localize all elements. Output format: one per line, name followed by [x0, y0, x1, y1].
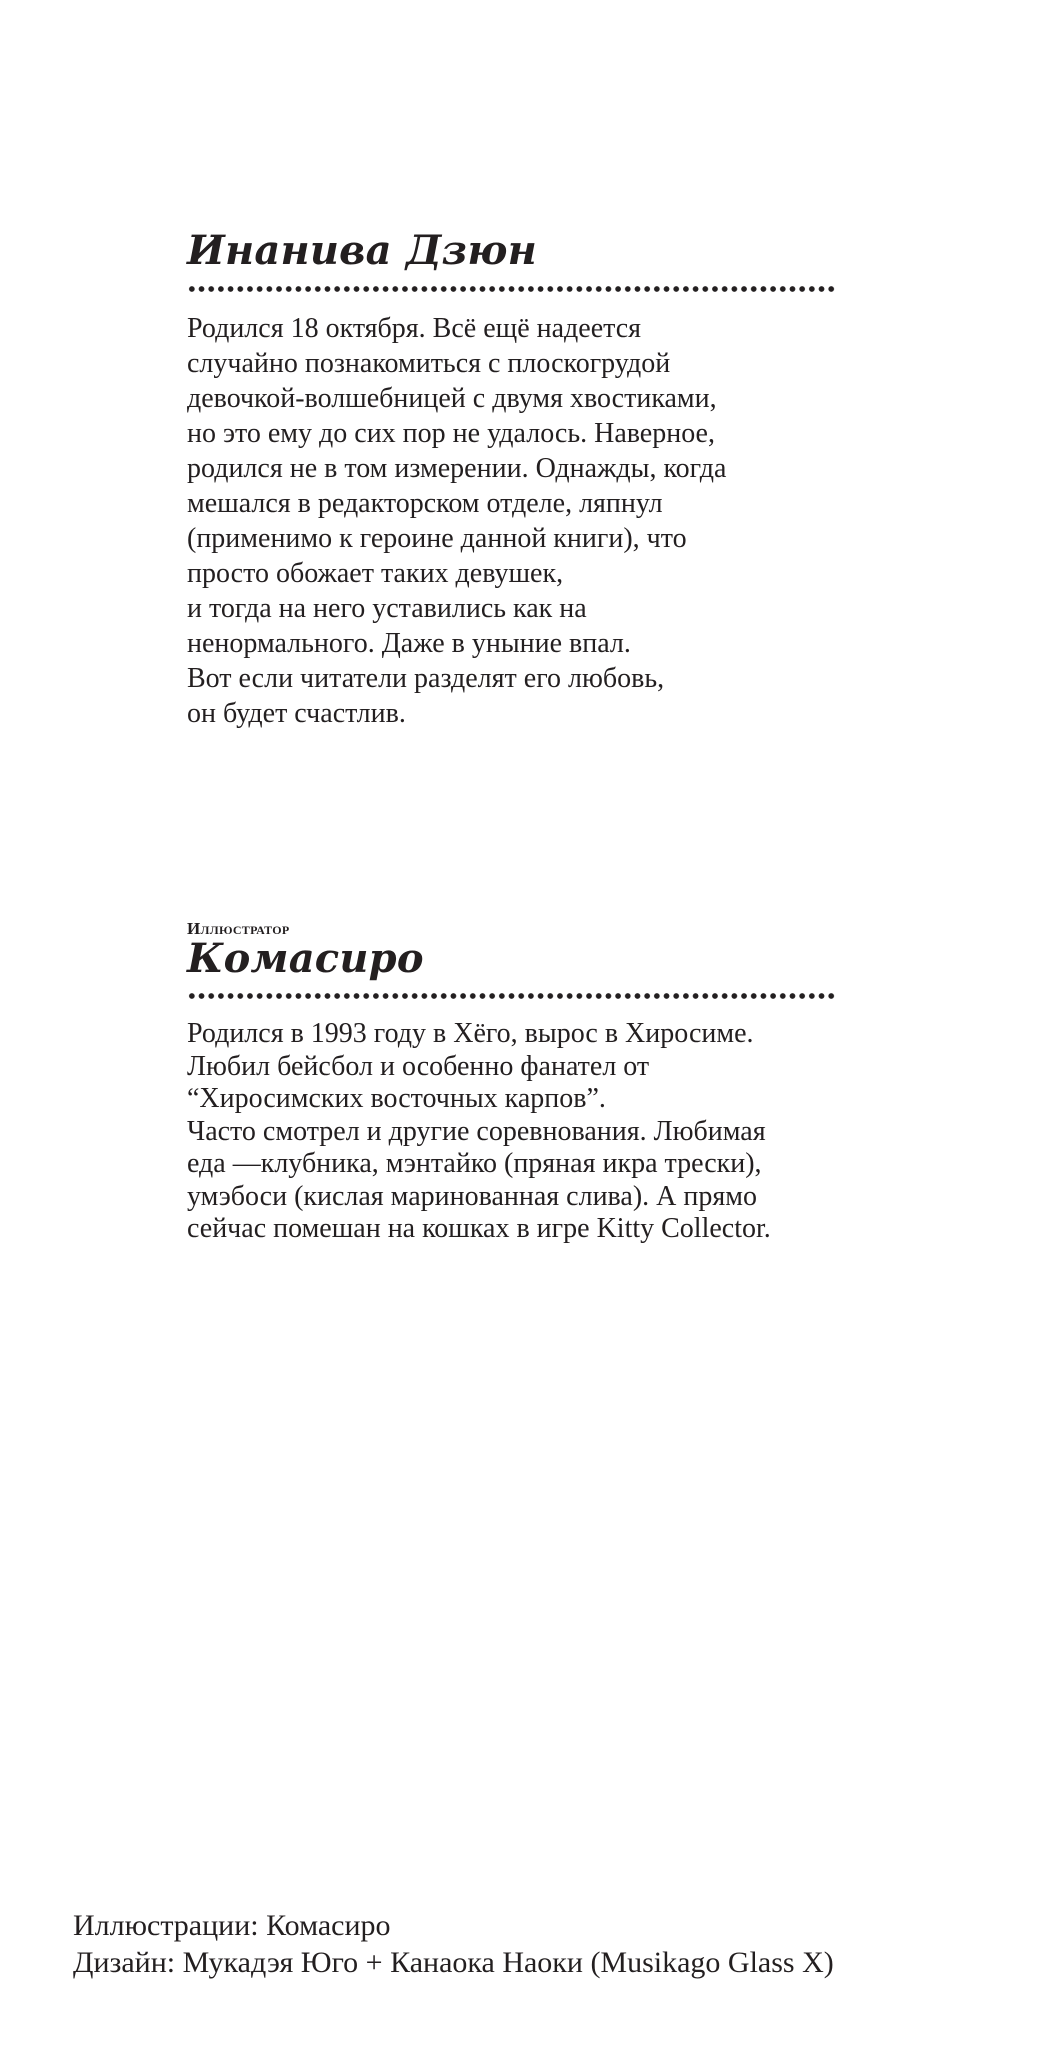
bio-line: девочкой-волшебницей с двумя хвостиками, — [187, 383, 717, 414]
illustrator-bio — [187, 1018, 847, 1246]
bio-line: Вот если читатели разделят его любовь, — [187, 663, 665, 694]
dotted-divider — [187, 285, 837, 293]
bio-line: Любил бейсбол и особенно фанател от — [187, 1050, 650, 1082]
credits-illustrations: Иллюстрации: Комасиро — [73, 1909, 391, 1942]
illustrator-section — [187, 920, 847, 1246]
illustrator-name: Комасиро — [187, 935, 424, 982]
bio-line: мешался в редакторском отделе, ляпнул — [187, 488, 663, 519]
bio-line: Часто смотрел и другие соревнования. Любимая — [187, 1115, 766, 1147]
bio-line: но это ему до сих пор не удалось. Наверное, — [187, 418, 715, 449]
credits-design: Дизайн: Мукадэя Юго + Канаока Наоки (Musikago Glass X) — [73, 1946, 834, 1979]
credits — [73, 1907, 834, 1981]
bio-line: умэбоси (кислая маринованная слива). А прямо — [187, 1180, 757, 1212]
bio-line: еда —клубника, мэнтайко (пряная икра трески), — [187, 1148, 762, 1179]
author-name: Инанива Дзюн — [187, 227, 537, 274]
author-section — [187, 228, 847, 731]
author-bio — [187, 311, 847, 731]
bio-line: случайно познакомиться с плоскогрудой — [187, 348, 671, 379]
bio-line: он будет счастлив. — [187, 698, 406, 729]
bio-line: сейчас помешан на кошках в игре Kitty Collector. — [187, 1213, 771, 1244]
bio-line: и тогда на него уставились как на — [187, 593, 587, 624]
bio-line: (применимо к героине данной книги), что — [187, 523, 687, 554]
dotted-divider — [187, 992, 837, 1000]
bio-line: “Хиросимских восточных карпов”. — [187, 1083, 606, 1114]
bio-line: просто обожает таких девушек, — [187, 558, 564, 589]
bio-line: Родился 18 октября. Всё ещё надеется — [187, 313, 642, 344]
bio-line: родился не в том измерении. Однажды, когда — [187, 453, 727, 484]
bio-line: ненормального. Даже в уныние впал. — [187, 628, 631, 659]
bio-line: Родился в 1993 году в Хёго, вырос в Хиросиме. — [187, 1018, 754, 1049]
role-label: Иллюстратор — [187, 919, 290, 938]
